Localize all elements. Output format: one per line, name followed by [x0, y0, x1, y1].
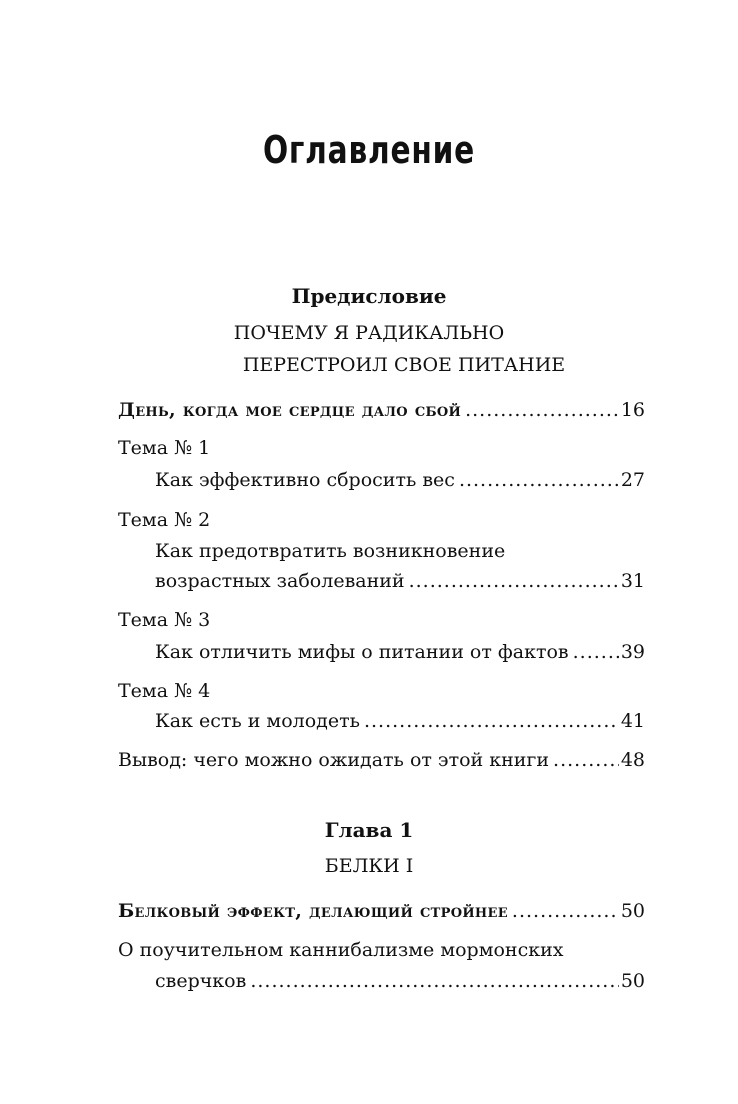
toc-entry-prevent[interactable]: [155, 566, 645, 596]
toc-entry-conclusion[interactable]: [118, 745, 645, 775]
chapter1-heading: Глава 1: [324, 818, 414, 842]
toc-entry-prevent-line1: Как предотвратить возникновение: [155, 540, 506, 562]
preface-heading: Предисловие: [291, 284, 447, 308]
toc-entry-crickets[interactable]: [155, 966, 645, 996]
preface-title-line1: ПОЧЕМУ Я РАДИКАЛЬНО: [233, 322, 505, 344]
toc-entry-lose-weight[interactable]: [155, 465, 645, 495]
toc-entry-younger[interactable]: [155, 706, 645, 736]
dot-leader: [512, 896, 619, 926]
toc-entry-myths[interactable]: [155, 637, 645, 667]
toc-page-number: 41: [620, 710, 645, 732]
toc-entry-text: Как есть и молодеть: [155, 710, 360, 732]
topic1-label: Тема № 1: [118, 437, 211, 459]
topic3-label: Тема № 3: [118, 609, 211, 631]
toc-entry-text: сверчков: [155, 970, 247, 992]
toc-entry-text: Как отличить мифы о питании от фактов: [155, 641, 569, 663]
dot-leader: [465, 395, 619, 425]
toc-page-number: 50: [620, 900, 645, 922]
toc-entry-text: возрастных заболеваний: [155, 570, 405, 592]
dot-leader: [409, 566, 619, 596]
toc-page-number: 50: [620, 970, 645, 992]
toc-entry-protein-effect[interactable]: [118, 896, 645, 926]
topic2-label: Тема № 2: [118, 509, 211, 531]
toc-entry-text: День, когда мое сердце дало сбой: [118, 399, 462, 421]
dot-leader: [459, 465, 619, 495]
topic4-label: Тема № 4: [118, 680, 211, 702]
dot-leader: [364, 706, 619, 736]
toc-page-number: 39: [620, 641, 645, 663]
toc-entry-day-heart[interactable]: [118, 395, 645, 425]
toc-page-number: 27: [620, 469, 645, 491]
toc-page-number: 31: [620, 570, 645, 592]
toc-page-number: 16: [620, 399, 645, 421]
page-title: Оглавление: [262, 128, 476, 172]
toc-entry-text: Как эффективно сбросить вес: [155, 469, 455, 491]
chapter1-title: БЕЛКИ I: [324, 855, 414, 877]
toc-entry-text: Вывод: чего можно ожидать от этой книги: [118, 749, 550, 771]
toc-entry-text: Белковый эффект, делающий стройнее: [118, 900, 508, 922]
dot-leader: [573, 637, 619, 667]
toc-page-number: 48: [620, 749, 645, 771]
preface-title-line2: ПЕРЕСТРОИЛ СВОЕ ПИТАНИЕ: [242, 354, 566, 376]
toc-entry-crickets-line1: О поучительном каннибализме мормонских: [118, 939, 564, 961]
dot-leader: [553, 745, 619, 775]
dot-leader: [250, 966, 618, 996]
